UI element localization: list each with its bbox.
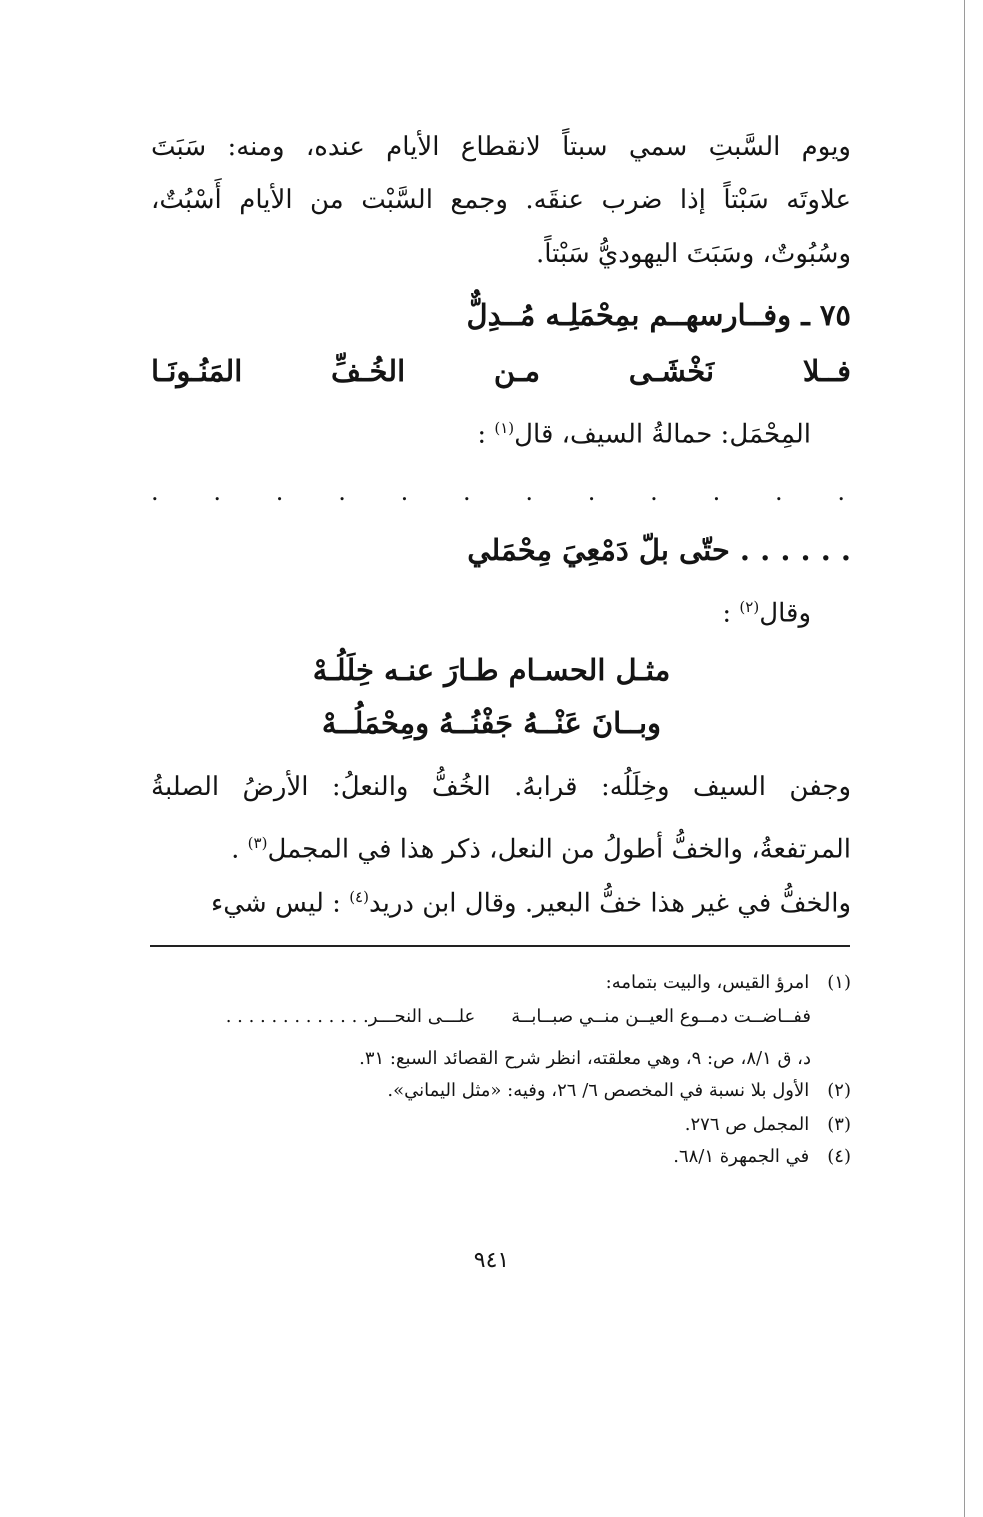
verse-75-line-1: ٧٥ ـ وفــارسهــم بمِحْمَلِـه مُــدِلٌّ [466, 298, 851, 332]
footnote-4-text: في الجمهرة ٦٨/١. [673, 1146, 810, 1167]
ellipsis-row: . . . . . . . . . . . . [151, 478, 851, 506]
footnote-2 [151, 1078, 851, 1104]
footnote-1 [151, 970, 851, 996]
footnote-1-text: امرؤ القيس، والبيت بتمامه: [605, 972, 810, 993]
quote-2-line-2: وبــانَ عَنْــهُ جَفْنُــهُ ومِحْمَلُــهْ [321, 706, 662, 740]
paragraph-1-line-3: وسُبُوتٌ، وسَبَتَ اليهوديُّ سَبْتاً. [536, 239, 851, 269]
footnote-2-number: (٢) [827, 1080, 851, 1101]
footnote-1-number: (١) [827, 972, 851, 993]
paragraph-2-line-1: وجفن السيف وخِلَلُه: قرابهُ. الخُفُّ والنعلُ: الأرضُ الصلبةُ [151, 772, 851, 802]
paragraph-2-line-2-end: . [231, 834, 240, 865]
gloss-2-text: وقال [759, 598, 811, 629]
footnote-1-hemistich-1: ففــاضــت دمــوع العيــن منــي صبــابــة [511, 1006, 811, 1027]
footnote-2-text: الأول بلا نسبة في المخصص ٦/ ٢٦، وفيه: «مثل اليماني». [387, 1080, 810, 1101]
footnote-1-verse [131, 1004, 811, 1030]
paragraph-1-line-1: ويوم السَّبتِ سمي سبتاً لانقطاع الأيام عنده، ومنه: سَبَتَ [151, 132, 851, 162]
gloss-1 [477, 411, 811, 452]
footnote-ref-3: (٣) [247, 834, 268, 852]
footnote-ref-2: (٢) [739, 598, 760, 616]
page-number: ٩٤١ [473, 1248, 510, 1273]
footnote-3-text: المجمل ص ٢٧٦. [684, 1114, 810, 1135]
gloss-1-text: المِحْمَل: حمالةُ السيف، قال [514, 419, 811, 450]
gloss-2 [722, 590, 811, 631]
quote-1: . . . . . . حتّى بلّ دَمْعِيَ مِحْمَلي [467, 533, 851, 567]
gloss-1-colon: : [477, 419, 487, 450]
footnote-3-number: (٣) [827, 1114, 851, 1135]
quote-2-line-1: مثـل الحسـام طـارَ عنـه خِلَلُـهْ [312, 653, 671, 687]
footnote-separator [150, 945, 850, 947]
footnote-1-continuation: د، ق ٨/١، ص: ٩، وهي معلقته، انظر شرح القصائد السبع: ٣١. [359, 1048, 811, 1069]
footnote-3 [151, 1112, 851, 1138]
footnote-ref-4: (٤) [349, 888, 369, 906]
verse-75-line-2: فــلا نَخْشَـى مـن الخُـفِّ المَنُـونَـا [151, 354, 851, 388]
gloss-2-colon: : [722, 598, 732, 629]
page-edge-line [964, 0, 965, 1517]
footnote-4-number: (٤) [827, 1146, 851, 1167]
paragraph-2-line-2 [151, 826, 851, 867]
paragraph-2-line-3-text: والخفُّ في غير هذا خفُّ البعير. وقال ابن دريد [368, 888, 851, 919]
footnote-1-hemistich-2: علـــى النحـــر. . . . . . . . . . . . . [225, 1006, 476, 1027]
footnote-ref-1: (١) [494, 419, 515, 437]
paragraph-1-line-2: علاوتَه سَبْتاً إذا ضرب عنقَه. وجمع السَّبْت من الأيام أَسْبُتٌ، [151, 185, 851, 215]
footnote-4 [151, 1144, 851, 1170]
paragraph-2-line-2-text: المرتفعةُ، والخفُّ أطولُ من النعل، ذكر هذا في المجمل [267, 834, 851, 865]
paragraph-2-line-3 [151, 880, 851, 921]
paragraph-2-line-3-end: : ليس شيء [211, 888, 341, 919]
